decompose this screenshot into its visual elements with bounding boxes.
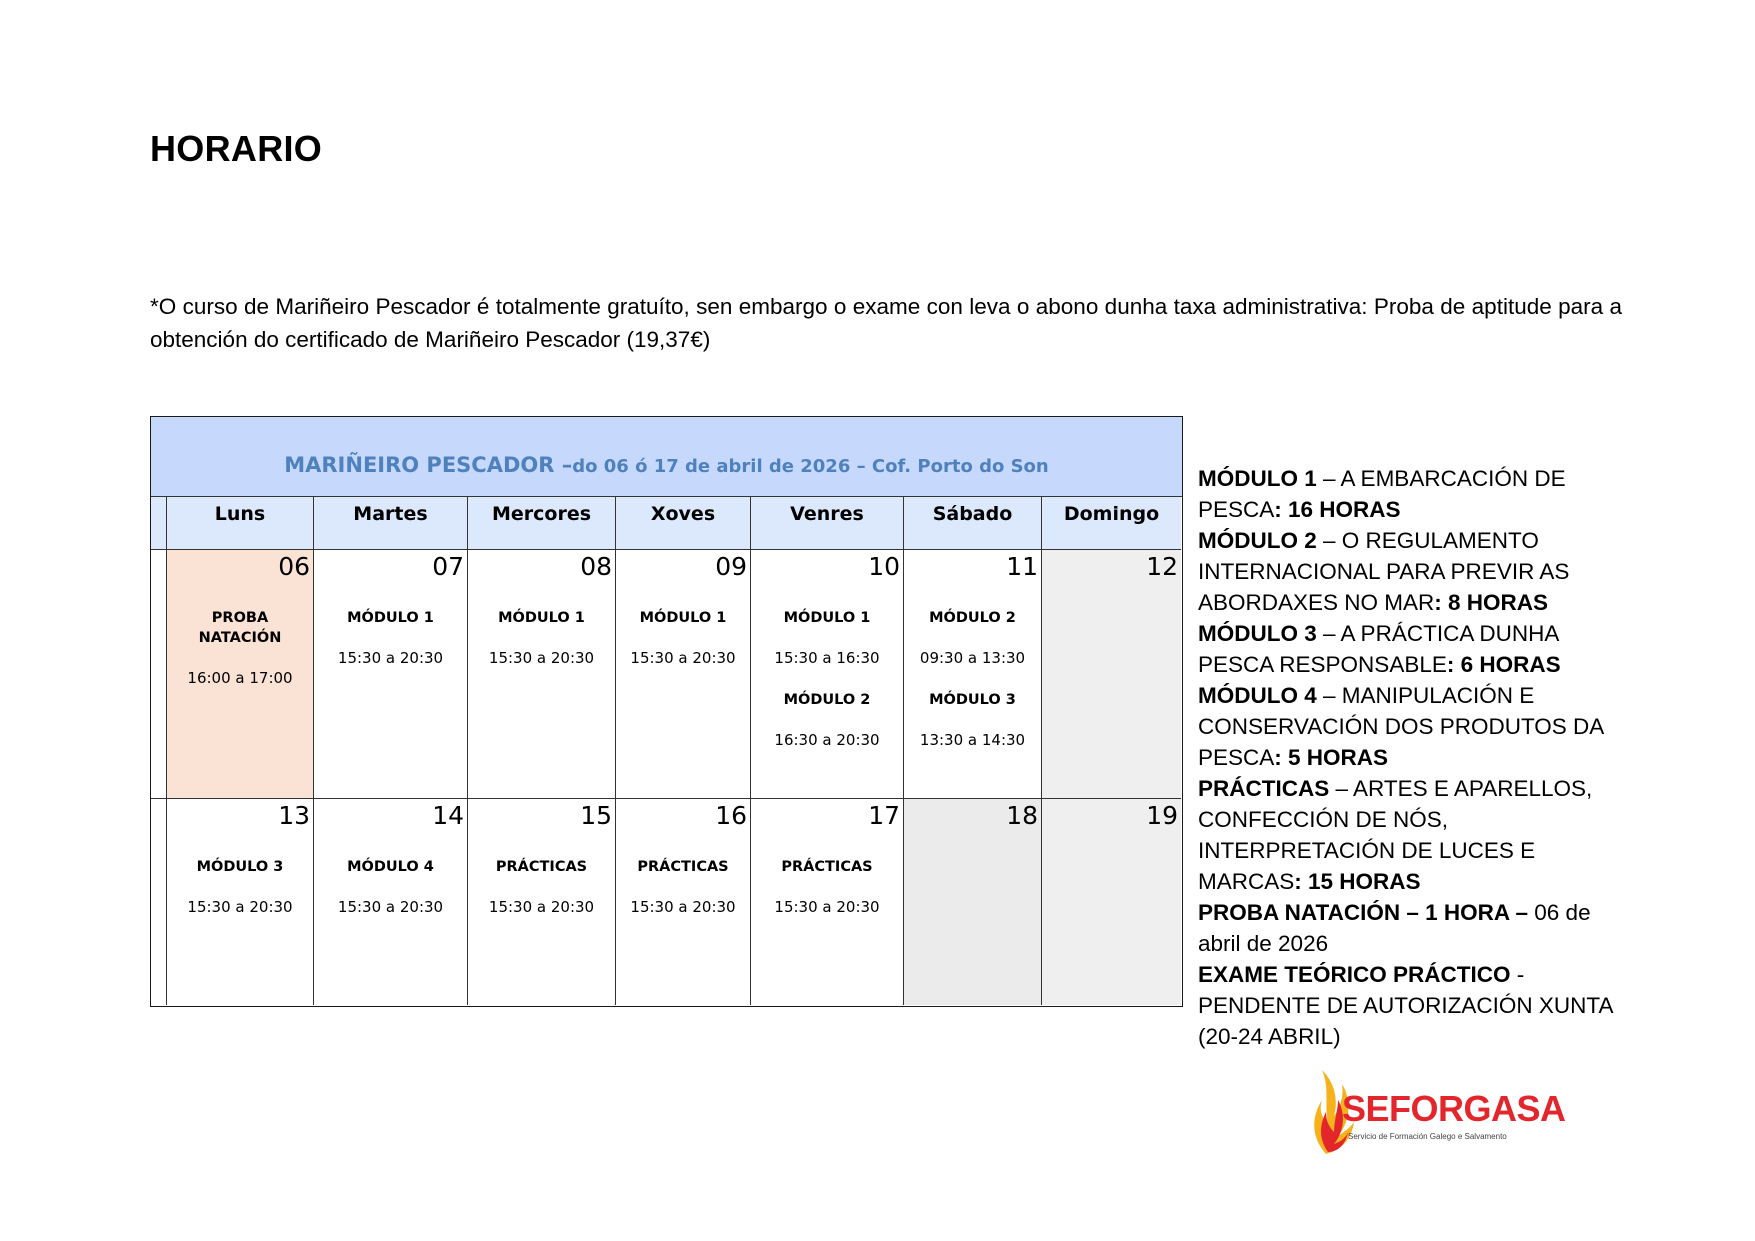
event-label: PRÁCTICAS <box>637 859 729 875</box>
event-time: 15:30 a 20:30 <box>488 649 595 667</box>
event-list <box>904 608 1041 772</box>
schedule-table <box>150 416 1183 1007</box>
date-number: 16 <box>715 801 747 830</box>
day-cell-09 <box>616 550 751 799</box>
event-time: 09:30 a 13:30 <box>919 649 1026 667</box>
logo-wordmark: SEFORGASA <box>1342 1088 1566 1129</box>
event <box>468 608 615 690</box>
legend-item: PROBA NATACIÓN – 1 HORA – 06 de abril de 2026 <box>1198 900 1591 956</box>
day-cell-19 <box>1042 799 1181 1005</box>
header-day-xoves: Xoves <box>616 497 751 550</box>
event-label: MÓDULO 1 <box>783 610 871 626</box>
event-label: MÓDULO 3 <box>929 692 1016 708</box>
date-number: 18 <box>1006 801 1038 830</box>
date-number: 14 <box>432 801 464 830</box>
row-gutter <box>151 799 167 1005</box>
event-list <box>751 608 903 772</box>
day-cell-08 <box>468 550 616 799</box>
day-cell-11 <box>904 550 1042 799</box>
date-number: 07 <box>432 552 464 581</box>
legend-item: MÓDULO 1 – A EMBARCACIÓN DE PESCA: 16 HORAS <box>1198 466 1566 522</box>
logo-subtitle: Servicio de Formación Galego e Salvamento <box>1348 1132 1507 1141</box>
event-label: MÓDULO 4 <box>347 859 434 875</box>
header-day-martes: Martes <box>314 497 468 550</box>
event-label: PRÁCTICAS <box>781 859 873 875</box>
schedule-title-main: MARIÑEIRO PESCADOR – <box>284 453 573 477</box>
date-number: 06 <box>278 552 310 581</box>
event-label: MÓDULO 1 <box>639 610 727 626</box>
day-cell-16 <box>616 799 751 1005</box>
event <box>616 608 750 690</box>
header-day-domingo: Domingo <box>1042 497 1181 550</box>
seforgasa-logo <box>1308 1066 1566 1156</box>
header-day-mercores: Mercores <box>468 497 616 550</box>
event-time: 15:30 a 16:30 <box>774 649 880 667</box>
legend-item: PRÁCTICAS – ARTES E APARELLOS, CONFECCIÓN DE NÓS, INTERPRETACIÓN DE LUCES E MARCAS: 15 HORAS <box>1198 776 1593 894</box>
legend-item: MÓDULO 4 – MANIPULACIÓN E CONSERVACIÓN DOS PRODUTOS DA PESCA: 5 HORAS <box>1198 683 1604 770</box>
event-time: 13:30 a 14:30 <box>919 731 1026 749</box>
event <box>167 608 313 710</box>
event-label: NATACIÓN <box>198 630 282 646</box>
date-number: 11 <box>1006 552 1038 581</box>
header-gutter <box>151 497 167 550</box>
day-cell-12 <box>1042 550 1181 799</box>
event <box>314 608 467 690</box>
date-number: 09 <box>715 552 747 581</box>
event-label: MÓDULO 2 <box>783 692 871 708</box>
date-number: 13 <box>278 801 310 830</box>
event-time: 15:30 a 20:30 <box>774 898 880 916</box>
event-time: 16:00 a 17:00 <box>187 669 293 687</box>
day-cell-17 <box>751 799 904 1005</box>
event <box>616 857 750 939</box>
date-number: 17 <box>868 801 900 830</box>
row-gutter <box>151 550 167 799</box>
schedule-title-band <box>151 417 1182 497</box>
day-cell-14 <box>314 799 468 1005</box>
event-time: 15:30 a 20:30 <box>488 898 595 916</box>
date-number: 19 <box>1146 801 1178 830</box>
event-time: 16:30 a 20:30 <box>774 731 880 749</box>
module-legend <box>1198 463 1628 1052</box>
event-time: 15:30 a 20:30 <box>337 898 444 916</box>
event-label: MÓDULO 2 <box>929 610 1016 626</box>
event-time: 15:30 a 20:30 <box>630 898 736 916</box>
event-time: 15:30 a 20:30 <box>337 649 444 667</box>
event <box>468 857 615 939</box>
event-label: PRÁCTICAS <box>495 859 588 875</box>
day-cell-10 <box>751 550 904 799</box>
event-label: MÓDULO 3 <box>196 859 284 875</box>
header-day-sabado: Sábado <box>904 497 1042 550</box>
event-label: PROBA <box>211 610 269 626</box>
date-number: 15 <box>580 801 612 830</box>
schedule-title-rest: do 06 ó 17 de abril de 2026 – Cof. Porto do Son <box>572 456 1049 477</box>
page-title: HORARIO <box>150 128 323 169</box>
event <box>167 857 313 939</box>
date-number: 12 <box>1146 552 1178 581</box>
event <box>751 857 903 939</box>
legend-item: EXAME TEÓRICO PRÁCTICO - PENDENTE DE AUTORIZACIÓN XUNTA (20-24 ABRIL) <box>1198 962 1613 1049</box>
day-cell-15 <box>468 799 616 1005</box>
fee-note: *O curso de Mariñeiro Pescador é totalmente gratuíto, sen embargo o exame con leva o abono dunha taxa administrativa: Proba de aptitude para a obtención do certificado de Mariñeiro Pescador (19,37€) <box>150 294 1622 352</box>
event <box>314 857 467 939</box>
day-cell-07 <box>314 550 468 799</box>
day-cell-18 <box>904 799 1042 1005</box>
legend-item: MÓDULO 2 – O REGULAMENTO INTERNACIONAL PARA PREVIR AS ABORDAXES NO MAR: 8 HORAS <box>1198 528 1570 615</box>
schedule-title <box>151 453 1182 477</box>
day-cell-06 <box>167 550 314 799</box>
date-number: 10 <box>868 552 900 581</box>
day-cell-13 <box>167 799 314 1005</box>
event-label: MÓDULO 1 <box>498 610 585 626</box>
header-day-venres: Venres <box>751 497 904 550</box>
date-number: 08 <box>580 552 612 581</box>
legend-item: MÓDULO 3 – A PRÁCTICA DUNHA PESCA RESPONSABLE: 6 HORAS <box>1198 621 1561 677</box>
header-day-luns: Luns <box>167 497 314 550</box>
event-time: 15:30 a 20:30 <box>187 898 293 916</box>
event-label: MÓDULO 1 <box>347 610 434 626</box>
event-time: 15:30 a 20:30 <box>630 649 736 667</box>
